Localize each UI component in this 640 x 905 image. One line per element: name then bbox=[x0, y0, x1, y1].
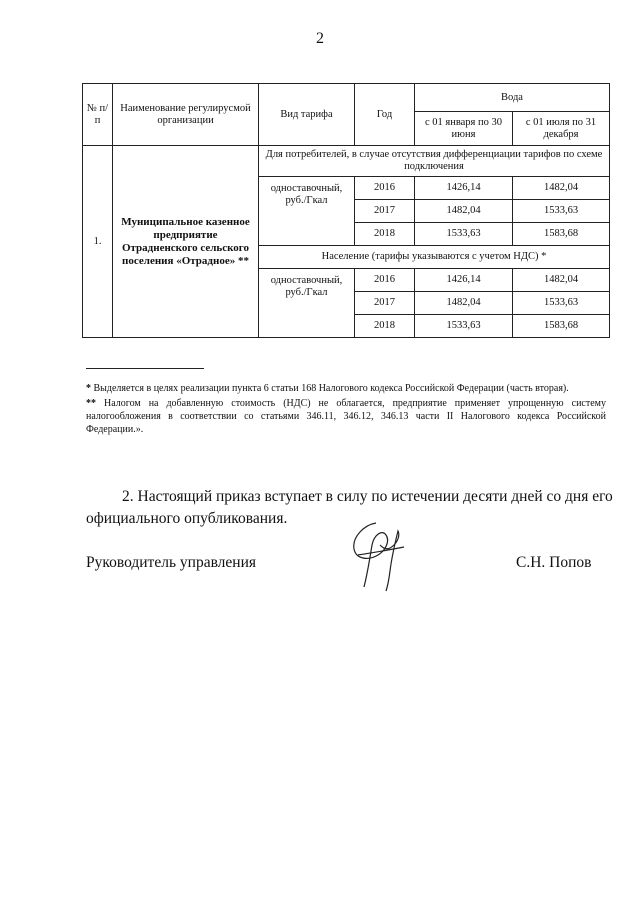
section-title-row bbox=[83, 146, 610, 177]
value-cell: 1583,68 bbox=[513, 223, 610, 246]
year-cell: 2017 bbox=[355, 200, 415, 223]
handwritten-signature bbox=[334, 515, 424, 595]
footnote-text: Выделяется в целях реализации пункта 6 статьи 168 Налогового кодекса Российской Федерации (часть вторая). bbox=[93, 383, 569, 394]
header-period-2: с 01 июля по 31 декабря bbox=[513, 112, 610, 146]
value-cell: 1482,04 bbox=[415, 292, 513, 315]
year-cell: 2017 bbox=[355, 292, 415, 315]
page-number: 2 bbox=[316, 30, 324, 47]
header-organization: Наименование регулирусмой организации bbox=[113, 84, 259, 146]
header-year: Год bbox=[355, 84, 415, 146]
year-cell: 2018 bbox=[355, 223, 415, 246]
section-title: Население (тарифы указываются с учетом НДС) * bbox=[259, 246, 610, 269]
value-cell: 1482,04 bbox=[415, 200, 513, 223]
header-tariff-type: Вид тарифа bbox=[259, 84, 355, 146]
footnote-text: Налогом на добавленную стоимость (НДС) не облагается, предприятие применяет упрощенную систему налогообложения в соответствии со статьями 346.11, 346.12, 346.13 части II Налогового кодекса Российской Федерации.». bbox=[86, 398, 606, 435]
tariff-table bbox=[82, 83, 610, 338]
header-period-1: с 01 января по 30 июня bbox=[415, 112, 513, 146]
value-cell: 1482,04 bbox=[513, 269, 610, 292]
footnote-divider bbox=[86, 368, 204, 369]
value-cell: 1533,63 bbox=[513, 200, 610, 223]
section-title: Для потребителей, в случае отсутствия дифференциации тарифов по схеме подключения bbox=[259, 146, 610, 177]
value-cell: 1533,63 bbox=[415, 223, 513, 246]
value-cell: 1426,14 bbox=[415, 269, 513, 292]
value-cell: 1482,04 bbox=[513, 177, 610, 200]
value-cell: 1583,68 bbox=[513, 315, 610, 338]
header-water: Вода bbox=[415, 84, 610, 112]
effective-date-clause: 2. Настоящий приказ вступает в силу по истечении десяти дней со дня его официального опубликования. bbox=[86, 488, 613, 527]
tariff-type-cell: одноставочный, руб./Гкал bbox=[259, 269, 355, 338]
value-cell: 1533,63 bbox=[415, 315, 513, 338]
signatory-position: Руководитель управления bbox=[86, 554, 257, 571]
year-cell: 2016 bbox=[355, 269, 415, 292]
footnote bbox=[86, 382, 606, 395]
value-cell: 1533,63 bbox=[513, 292, 610, 315]
footnotes bbox=[86, 382, 606, 438]
value-cell: 1426,14 bbox=[415, 177, 513, 200]
footnote-mark: ** bbox=[86, 398, 96, 409]
signatory-name: С.Н. Попов bbox=[516, 554, 592, 571]
organization-name: Муниципальное казенное предприятие Отрадненского сельского поселения «Отрадное» ** bbox=[113, 146, 259, 338]
tariff-type-cell: одноставочный, руб./Гкал bbox=[259, 177, 355, 246]
table-header-row bbox=[83, 84, 610, 112]
row-number: 1. bbox=[83, 146, 113, 338]
year-cell: 2016 bbox=[355, 177, 415, 200]
year-cell: 2018 bbox=[355, 315, 415, 338]
header-num: № п/п bbox=[83, 84, 113, 146]
footnote bbox=[86, 397, 606, 436]
footnote-mark: * bbox=[86, 383, 91, 394]
